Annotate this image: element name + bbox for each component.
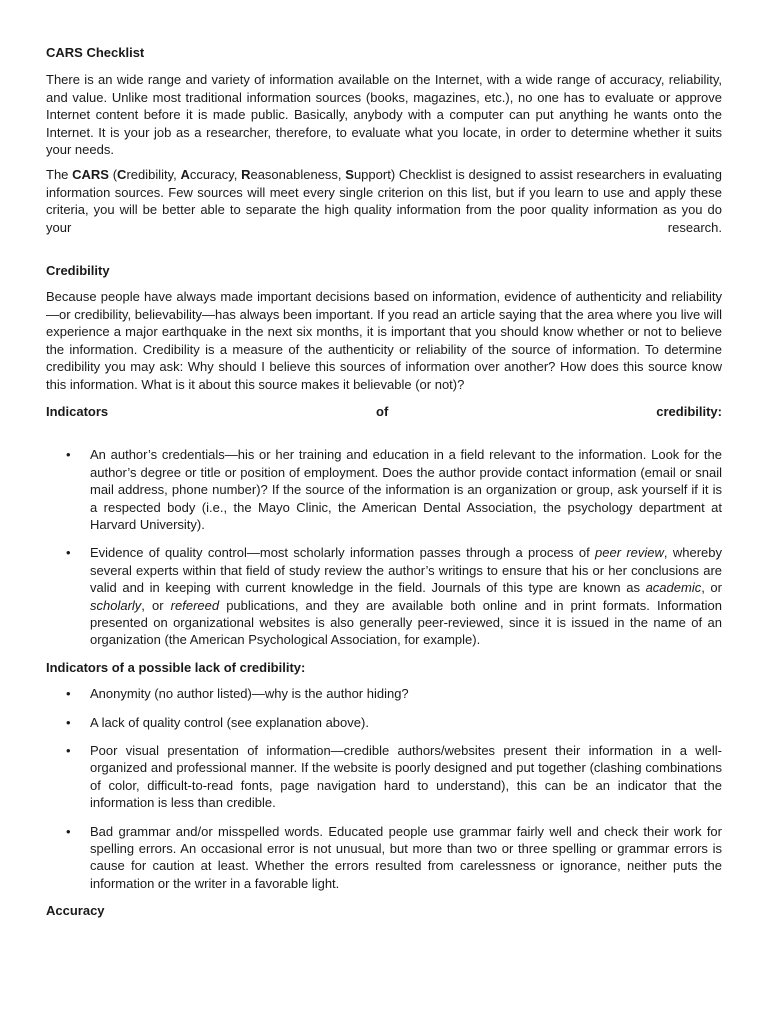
intro-paragraph-2: The CARS (Credibility, Accuracy, Reasonableness, Support) Checklist is designed to assist researchers in evaluating information sources. Few sources will meet every single criterion on this list, but if you learn to use and apply these criteria, you will be better able to separate the high quality information from the poor quality information as you do your research. — [46, 167, 722, 235]
list-item: • Poor visual presentation of information—credible authors/websites present their information in a well-organized and professional manner. If the website is poorly designed and put together (clashing combinations of color, difficult-to-read fonts, page navigation hard to understand), this can be an indicator that the information is less than credible. — [66, 743, 722, 811]
accuracy-heading: Accuracy — [46, 903, 105, 919]
list-item: • An author’s credentials—his or her training and education in a field relevant to the information. Look for the author’s degree or title or position of employment. Does the author provide contact information (email or snail mail address, phone number)? If the source of the information is an organization or group, ask yourself if it is a respected body (i.e., the Mayo Clinic, the American Dental Association, the psychology department at Harvard University). — [66, 447, 722, 532]
credibility-indicators-list — [46, 446, 722, 648]
list-item: • Evidence of quality control—most scholarly information passes through a process of peer review, whereby several experts within that field of study review the author’s writings to ensure that his or her conclusions are valid and in keeping with current knowledge in the field. Journals of this type are known as academic, or scholarly, or refereed publications, and they are available both online and in print formats. Information presented on organizational websites is also generally peer-reviewed, since it is issued in the name of an organization (the American Psychological Association, for example). — [66, 545, 722, 648]
list-item: • Anonymity (no author listed)—why is the author hiding? — [66, 686, 409, 702]
credibility-heading: Credibility — [46, 263, 110, 279]
bullet-icon: • — [66, 447, 71, 463]
bullet-icon: • — [66, 823, 71, 839]
bullet-icon: • — [66, 545, 71, 561]
indicators-heading: Indicators of credibility: — [46, 403, 722, 419]
credibility-paragraph: Because people have always made important decisions based on information, evidence of authenticity and reliability—or credibility, believability—has always been important. If you read an article saying that the area where you live will experience a major earthquake in the next six months, it is important that you should know whether or not to believe the information. Credibility is a measure of the authenticity or reliability of the source of information. To determine credibility you may ask: Why should I believe this sources of information over another? How does this source know this information. What is it about this source makes it believable (or not)? — [46, 289, 722, 392]
lack-of-credibility-list — [46, 685, 722, 892]
bullet-icon: • — [66, 686, 71, 702]
bullet-icon: • — [66, 743, 71, 758]
lack-of-credibility-heading: Indicators of a possible lack of credibility: — [46, 659, 306, 675]
list-item: • Bad grammar and/or misspelled words. Educated people use grammar fairly well and check their work for spelling errors. An occasional error is not unusual, but more than two or three spelling or grammar errors is cause for caution at least. Whether the errors resulted from carelessness or ignorance, neither puts the information or the writer in a favorable light. — [66, 823, 722, 891]
bullet-icon: • — [66, 714, 71, 730]
list-item: • A lack of quality control (see explanation above). — [66, 714, 369, 730]
document-page — [46, 44, 722, 920]
intro-paragraph-1: There is an wide range and variety of information available on the Internet, with a wide range of accuracy, reliability, and value. Unlike most traditional information sources (books, magazines, etc.), no one has to evaluate or approve Internet content before it is made public. Basically, anybody with a computer can put anything he wants onto the Internet. It is your job as a researcher, therefore, to evaluate what you locate, in order to determine whether it suits your needs. — [46, 72, 722, 158]
page-title: CARS Checklist — [46, 45, 145, 60]
